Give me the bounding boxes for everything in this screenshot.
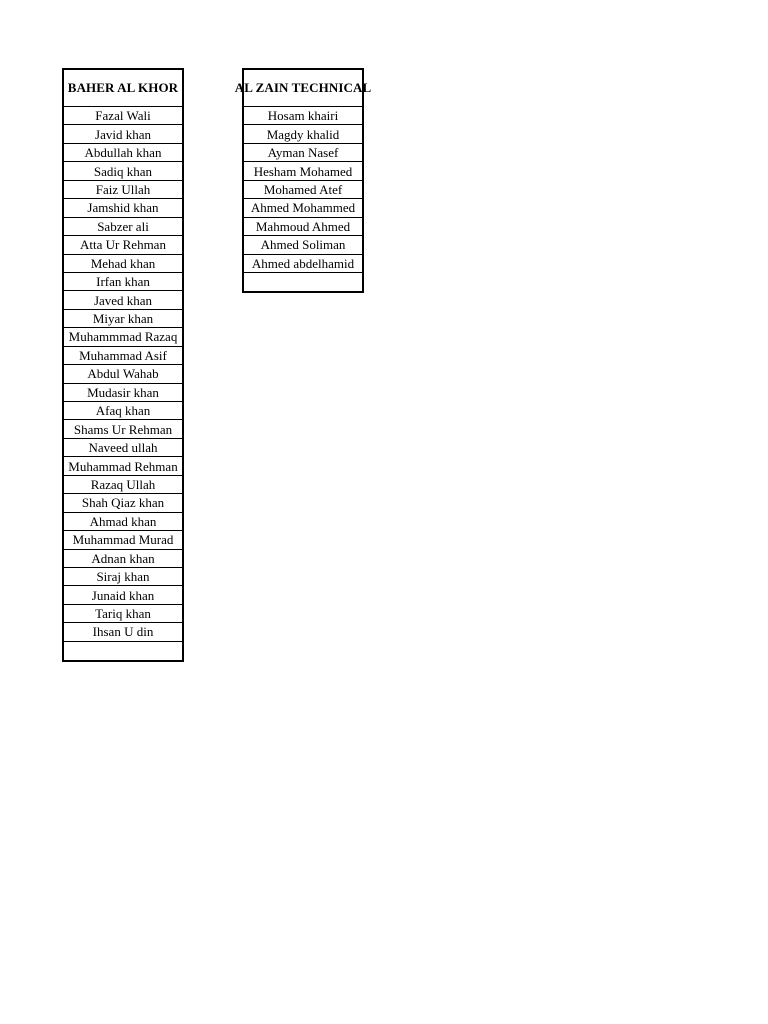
table-row: Ahmad khan: [64, 513, 182, 531]
table-row: Ayman Nasef: [244, 144, 362, 162]
table-row: Ahmed Soliman: [244, 236, 362, 254]
table-row: Irfan khan: [64, 273, 182, 291]
table-row: Miyar khan: [64, 310, 182, 328]
table-row: Abdul Wahab: [64, 365, 182, 383]
table-row: Razaq Ullah: [64, 476, 182, 494]
table-row: Javed khan: [64, 291, 182, 309]
table-row: Ahmed abdelhamid: [244, 255, 362, 273]
right-name-table: [234, 68, 372, 293]
table-row: Mehad khan: [64, 255, 182, 273]
table-row: Muhammad Asif: [64, 347, 182, 365]
table-row: Naveed ullah: [64, 439, 182, 457]
table-row: Shams Ur Rehman: [64, 420, 182, 438]
right-table-header: AL ZAIN TECHNICAL: [244, 70, 362, 107]
table-row: Mohamed Atef: [244, 181, 362, 199]
table-row: Muhammad Rehman: [64, 457, 182, 475]
table-row: Shah Qiaz khan: [64, 494, 182, 512]
table-row: Faiz Ullah: [64, 181, 182, 199]
table-row: Siraj khan: [64, 568, 182, 586]
table-row: Mudasir khan: [64, 384, 182, 402]
table-row: Abdullah khan: [64, 144, 182, 162]
table-row: [64, 642, 182, 660]
table-row: Ihsan U din: [64, 623, 182, 641]
table-row: Sadiq khan: [64, 162, 182, 180]
table-row: Afaq khan: [64, 402, 182, 420]
table-row: Ahmed Mohammed: [244, 199, 362, 217]
table-row: Hesham Mohamed: [244, 162, 362, 180]
table-row: [244, 273, 362, 291]
table-row: Magdy khalid: [244, 125, 362, 143]
table-row: Jamshid khan: [64, 199, 182, 217]
table-row: Atta Ur Rehman: [64, 236, 182, 254]
table-row: Javid khan: [64, 125, 182, 143]
table-row: Muhammad Murad: [64, 531, 182, 549]
left-name-table: [62, 68, 184, 662]
table-row: Muhammmad Razaq: [64, 328, 182, 346]
table-row: Tariq khan: [64, 605, 182, 623]
table-row: Sabzer ali: [64, 218, 182, 236]
table-row: Fazal Wali: [64, 107, 182, 125]
table-row: Junaid khan: [64, 586, 182, 604]
table-row: Hosam khairi: [244, 107, 362, 125]
table-row: Mahmoud Ahmed: [244, 218, 362, 236]
left-table-header: BAHER AL KHOR: [64, 70, 182, 107]
table-row: Adnan khan: [64, 550, 182, 568]
